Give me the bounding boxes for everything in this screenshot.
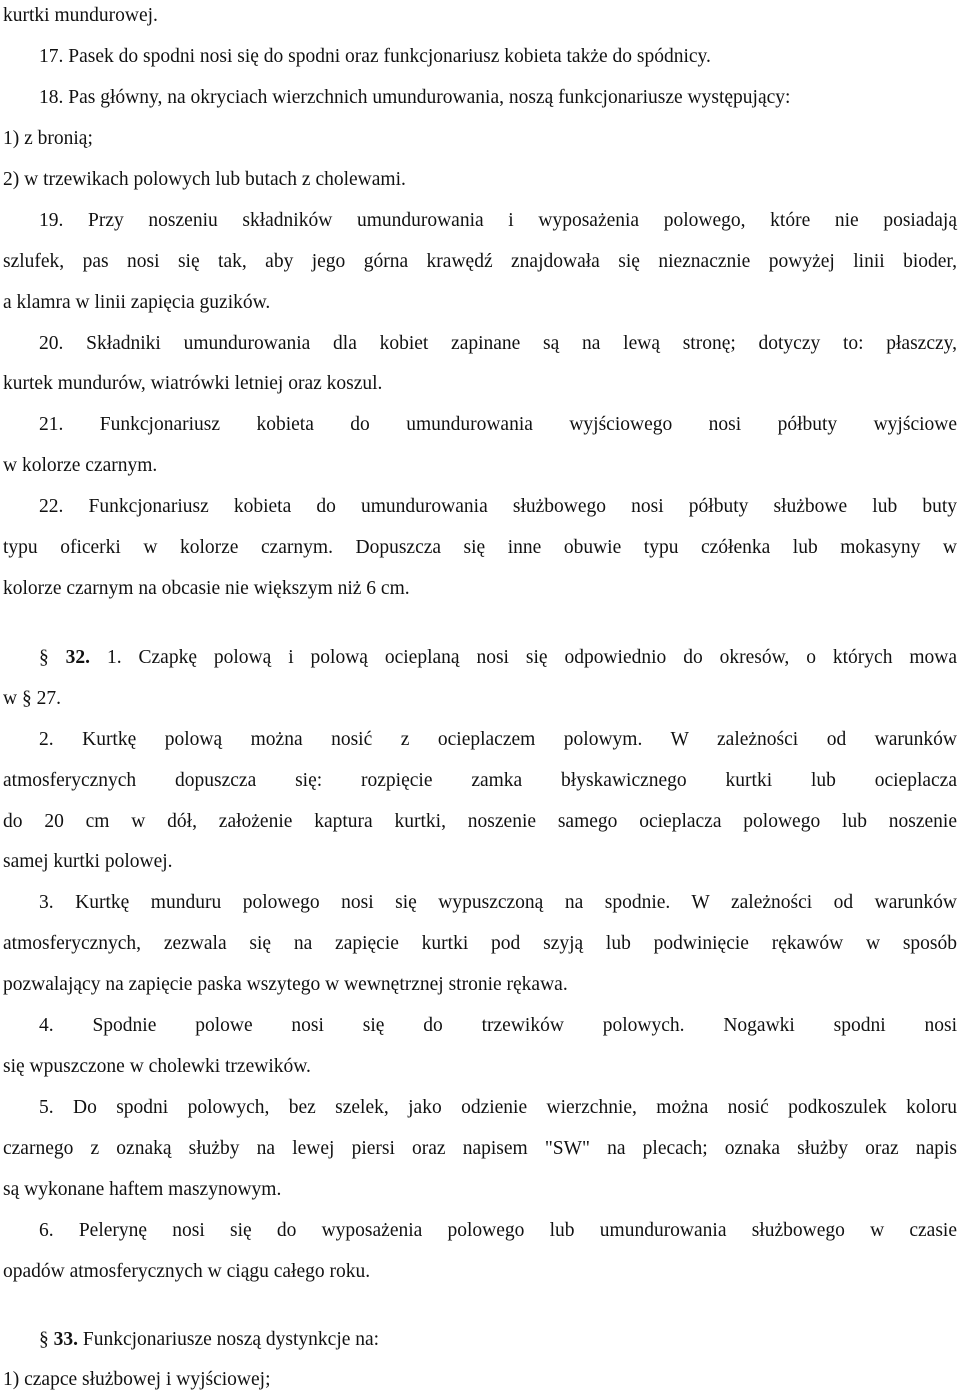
text-line-25: pozwalający na zapięcie paska wszytego w wewnętrznej stronie rękawa. bbox=[3, 974, 568, 995]
text-line-23: 3. Kurtkę munduru polowego nosi się wypuszczoną na spodnie. W zależności od warunków bbox=[39, 892, 957, 913]
text-line-22: samej kurtki polowej. bbox=[3, 851, 173, 872]
text-line-35: 1) czapce służbowej i wyjściowej; bbox=[3, 1369, 271, 1390]
text-line-2: 17. Pasek do spodni nosi się do spodni oraz funkcjonariusz kobieta także do spódnicy. bbox=[39, 46, 711, 67]
text-line-15: kolorze czarnym na obcasie nie większym niż 6 cm. bbox=[3, 578, 410, 599]
text-line-29: czarnego z oznaką służby na lewej piersi oraz napisem "SW" na plecach; oznaka służby oraz napis bbox=[3, 1138, 957, 1159]
text-line-28: 5. Do spodni polowych, bez szelek, jako odzienie wierzchnie, można nosić podkoszulek koloru bbox=[39, 1097, 957, 1118]
text-line-13: 22. Funkcjonariusz kobieta do umundurowania służbowego nosi półbuty służbowe lub buty bbox=[39, 496, 957, 517]
text-line-9: 20. Składniki umundurowania dla kobiet zapinane są na lewą stronę; dotyczy to: płaszczy, bbox=[39, 333, 957, 354]
section-sign: § bbox=[39, 1329, 49, 1350]
text-line-24: atmosferycznych, zezwala się na zapięcie kurtki pod szyją lub podwinięcie rękawów w sposób bbox=[3, 933, 957, 954]
text-line-32: opadów atmosferycznych w ciągu całego roku. bbox=[3, 1261, 371, 1282]
text-line-8: a klamra w linii zapięcia guzików. bbox=[3, 292, 271, 313]
text-line-26: 4. Spodnie polowe nosi się do trzewików polowych. Nogawki spodni nosi bbox=[39, 1015, 957, 1036]
text-line-31: 6. Pelerynę nosi się do wyposażenia polowego lub umundurowania służbowego w czasie bbox=[39, 1220, 957, 1241]
text-line-7: szlufek, pas nosi się tak, aby jego górna krawędź znajdowała się nieznacznie powyżej linii bioder, bbox=[3, 251, 957, 272]
text-line-11: 21. Funkcjonariusz kobieta do umundurowania wyjściowego nosi półbuty wyjściowe bbox=[39, 414, 957, 435]
text-line-12: w kolorze czarnym. bbox=[3, 455, 158, 476]
section-sign: § bbox=[39, 647, 49, 668]
text-line-3: 18. Pas główny, na okryciach wierzchnich umundurowania, noszą funkcjonariusze występujący: bbox=[39, 87, 791, 108]
section-32-line-1: § 32. 1. Czapkę polową i polową ocieplaną nosi się odpowiednio do okresów, o których mowa bbox=[39, 647, 958, 668]
text-line-4: 1) z bronią; bbox=[3, 128, 93, 149]
section-number-33: 33. bbox=[53, 1329, 78, 1350]
text-line-6: 19. Przy noszeniu składników umundurowania i wyposażenia polowego, które nie posiadają bbox=[39, 210, 957, 231]
text-line-20: atmosferycznych dopuszcza się: rozpięcie zamka błyskawicznego kurtki lub ocieplacza bbox=[3, 770, 957, 791]
section-number-32: 32. bbox=[65, 647, 91, 668]
text-line-1: kurtki mundurowej. bbox=[3, 5, 158, 26]
text-line-10: kurtek mundurów, wiatrówki letniej oraz koszul. bbox=[3, 373, 383, 394]
text-line-19: 2. Kurtkę polową można nosić z ocieplaczem polowym. W zależności od warunków bbox=[39, 729, 957, 750]
text-line-5: 2) w trzewikach polowych lub butach z cholewami. bbox=[3, 169, 406, 190]
text-line-30: są wykonane haftem maszynowym. bbox=[3, 1179, 282, 1200]
section-33-line-1: § 33. Funkcjonariusze noszą dystynkcje na: bbox=[39, 1329, 380, 1350]
text-line-27: się wpuszczone w cholewki trzewików. bbox=[3, 1056, 311, 1077]
text-line-18: w § 27. bbox=[3, 688, 61, 709]
text-line-21: do 20 cm w dół, założenie kaptura kurtki, noszenie samego ocieplacza polowego lub noszenie bbox=[3, 811, 957, 832]
text-line-14: typu oficerki w kolorze czarnym. Dopuszcza się inne obuwie typu czółenka lub mokasyny w bbox=[3, 537, 957, 558]
